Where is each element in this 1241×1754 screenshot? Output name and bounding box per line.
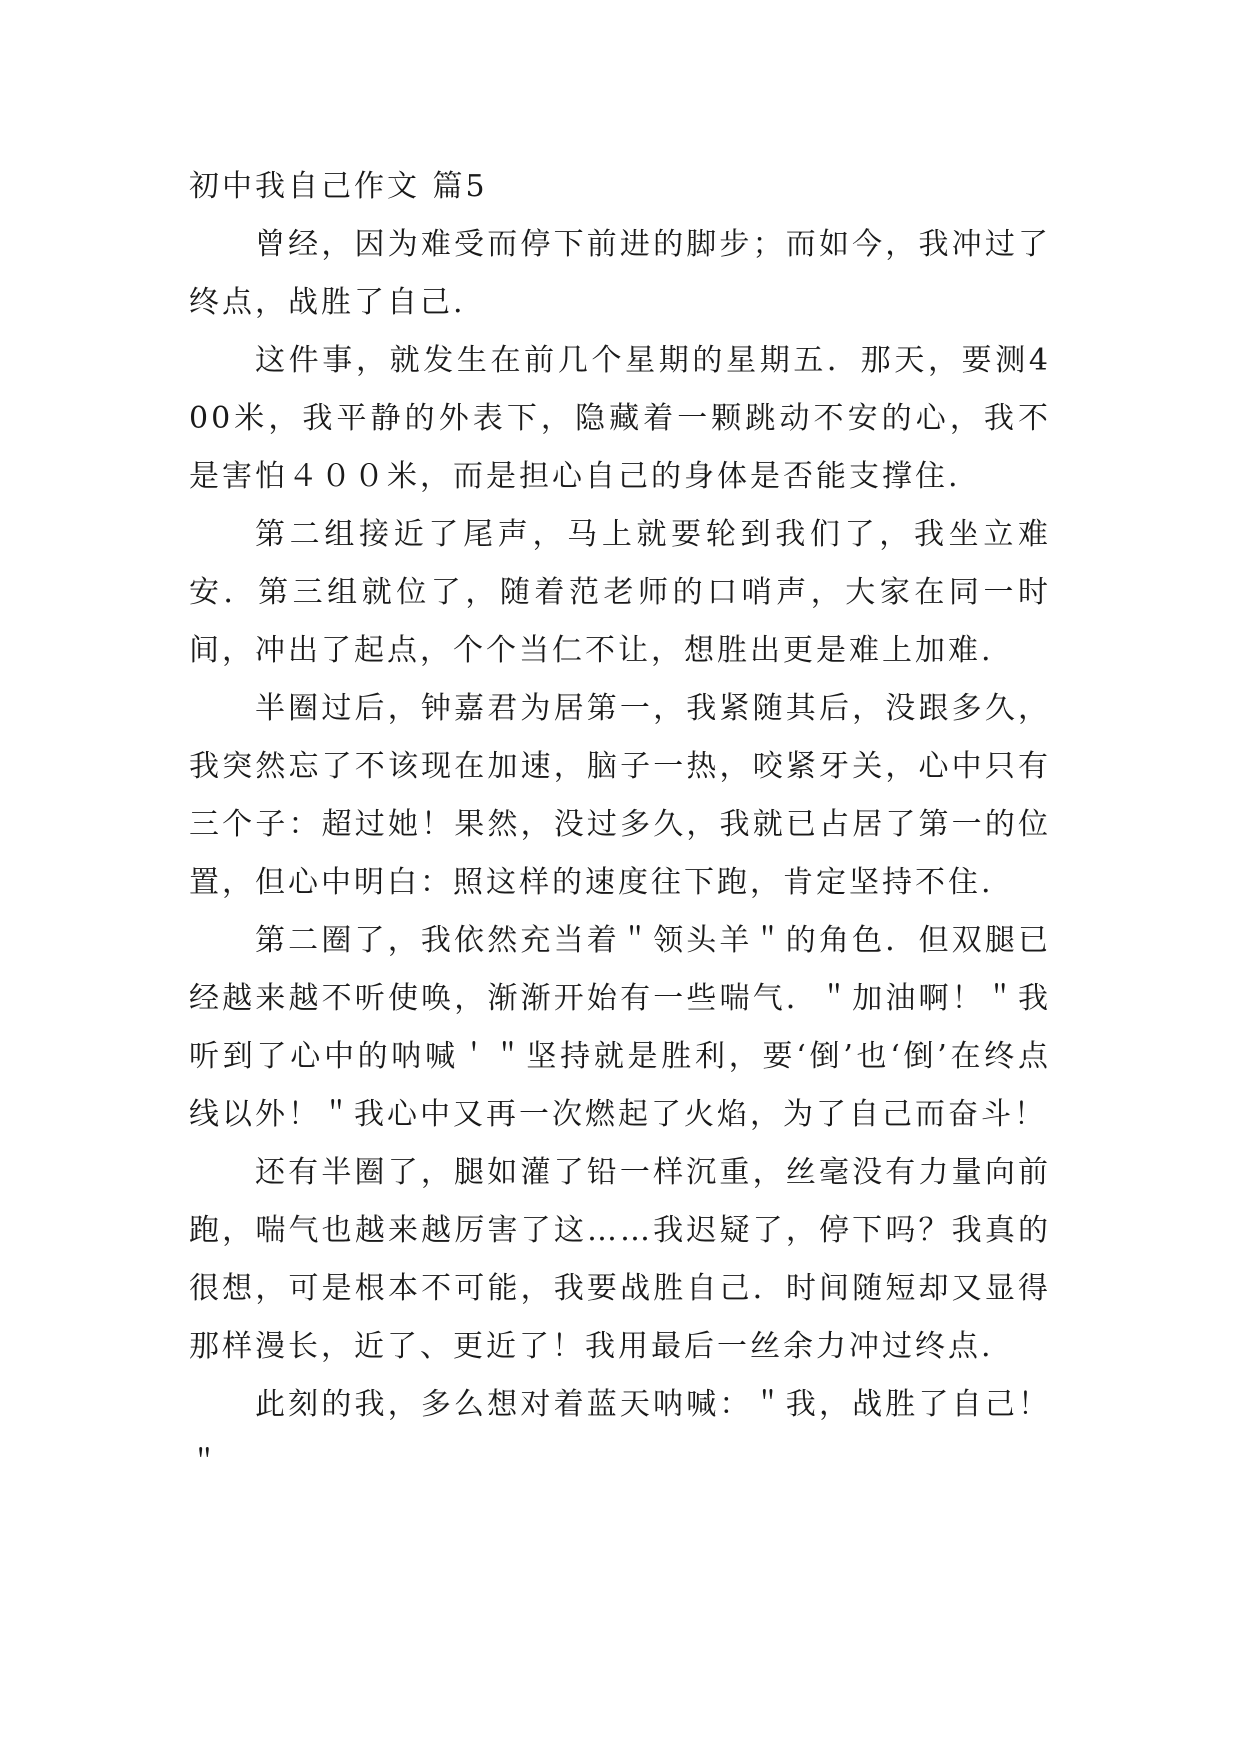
paragraph-1: 曾经，因为难受而停下前进的脚步；而如今，我冲过了终点，战胜了自己.: [189, 227, 1051, 320]
paragraph-4: 半圈过后，钟嘉君为居第一，我紧随其后，没跟多久，我突然忘了不该现在加速，脑子一热，咬紧牙关，心中只有三个子：超过她！果然，没过多久，我就已占居了第一的位置，但心中明白：照这样的速度往下跑，肯定坚持不住.: [189, 691, 1051, 900]
paragraph-6: 还有半圈了，腿如灌了铅一样沉重，丝毫没有力量向前跑，喘气也越来越厉害了这……我迟疑了，停下吗？我真的很想，可是根本不可能，我要战胜自己．时间随短却又显得那样漫长，近了、更近了！我用最后一丝余力冲过终点.: [189, 1155, 1051, 1364]
essay-title: 初中我自己作文 篇5: [189, 169, 488, 204]
paragraph-2: 这件事，就发生在前几个星期的星期五．那天，要测400米，我平静的外表下，隐藏着一颗跳动不安的心，我不是害怕４００米，而是担心自己的身体是否能支撑住.: [189, 343, 1051, 494]
paragraph-7: 此刻的我，多么想对着蓝天呐喊：＂我，战胜了自己！＂: [189, 1387, 1051, 1480]
paragraph-5: 第二圈了，我依然充当着＂领头羊＂的角色．但双腿已经越来越不听使唤，渐渐开始有一些喘气．＂加油啊！＂我听到了心中的呐喊＇＂坚持就是胜利，要‘倒’也‘倒’在终点线以外！＂我心中又再一次燃起了火焰，为了自己而奋斗！: [189, 923, 1051, 1132]
document-body: [189, 158, 1051, 1492]
paragraph-3: 第二组接近了尾声，马上就要轮到我们了，我坐立难安．第三组就位了，随着范老师的口哨声，大家在同一时间，冲出了起点，个个当仁不让，想胜出更是难上加难.: [189, 517, 1051, 668]
